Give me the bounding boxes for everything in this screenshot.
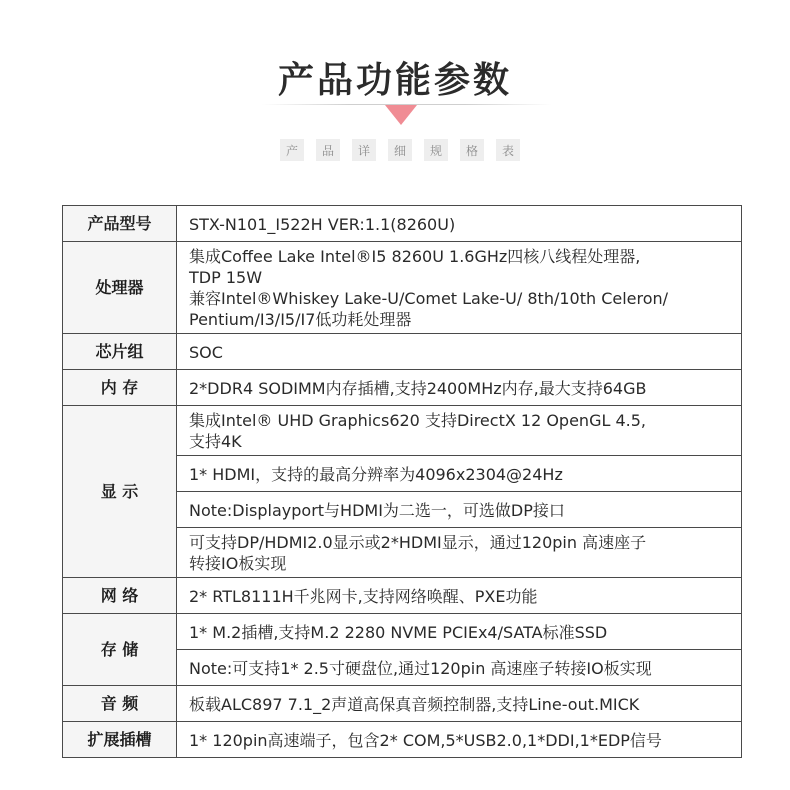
- page-title: 产品功能参数: [277, 60, 512, 101]
- spec-row: [63, 206, 742, 242]
- spec-row: [63, 370, 742, 406]
- spec-value-line: 可支持DP/HDMI2.0显示或2*HDMI显示，通过120pin 高速座子: [189, 533, 647, 552]
- spec-value-line: 1* HDMI，支持的最高分辨率为4096x2304@24Hz: [189, 464, 563, 484]
- spec-value-line: Note:Displayport与HDMI为二选一，可选做DP接口: [189, 500, 565, 520]
- spec-value-line: Pentium/I3/I5/I7低功耗处理器: [189, 310, 412, 329]
- spec-value: [177, 528, 742, 578]
- spec-row: [63, 578, 742, 614]
- spec-value-line: 兼容Intel®Whiskey Lake-U/Comet Lake-U/ 8th/10th Celeron/: [189, 289, 669, 308]
- spec-value-line: 转接IO板实现: [189, 554, 287, 573]
- spec-value: [177, 650, 742, 686]
- spec-value-line: 集成Intel® UHD Graphics620 支持DirectX 12 OpenGL 4.5,: [189, 411, 647, 430]
- spec-label: 产品型号: [63, 206, 177, 242]
- spec-value-line: SOC: [189, 342, 223, 362]
- spec-value: [177, 456, 742, 492]
- subtitle-char: 品: [316, 139, 340, 161]
- spec-label: 音 频: [63, 686, 177, 722]
- spec-label: 扩展插槽: [63, 722, 177, 758]
- spec-value: [177, 406, 742, 456]
- spec-value: [177, 614, 742, 650]
- spec-value: [177, 578, 742, 614]
- spec-value-line: Note:可支持1* 2.5寸硬盘位,通过120pin 高速座子转接IO板实现: [189, 658, 652, 678]
- spec-label: 存 储: [63, 614, 177, 686]
- spec-value-line: 1* 120pin高速端子，包含2* COM,5*USB2.0,1*DDI,1*EDP信号: [189, 730, 662, 750]
- spec-value-line: 1* M.2插槽,支持M.2 2280 NVME PCIEx4/SATA标准SSD: [189, 622, 608, 642]
- subtitle-char: 详: [352, 139, 376, 161]
- spec-row: [63, 686, 742, 722]
- spec-value-line: 支持4K: [189, 432, 242, 451]
- spec-value: [177, 722, 742, 758]
- spec-value: [177, 492, 742, 528]
- spec-label: 显 示: [63, 406, 177, 578]
- spec-value: [177, 242, 742, 334]
- spec-label: 网 络: [63, 578, 177, 614]
- subtitle-char: 细: [388, 139, 412, 161]
- spec-row: [63, 406, 742, 456]
- spec-value: [177, 334, 742, 370]
- subtitle-char: 产: [280, 139, 304, 161]
- spec-row: [63, 242, 742, 334]
- spec-row: [63, 614, 742, 650]
- spec-value-line: 板载ALC897 7.1_2声道高保真音频控制器,支持Line-out.MICK: [189, 694, 640, 714]
- spec-row: [63, 334, 742, 370]
- subtitle-char: 规: [424, 139, 448, 161]
- spec-value-line: TDP 15W: [189, 268, 263, 287]
- spec-value-line: 集成Coffee Lake Intel®I5 8260U 1.6GHz四核八线程处理器,: [189, 247, 641, 266]
- spec-value: [177, 686, 742, 722]
- spec-value-line: STX-N101_I522H VER:1.1(8260U): [189, 214, 456, 234]
- spec-value-line: 2*DDR4 SODIMM内存插槽,支持2400MHz内存,最大支持64GB: [189, 378, 647, 398]
- spec-label: 内 存: [63, 370, 177, 406]
- subtitle-char: 表: [496, 139, 520, 161]
- spec-value-line: 2* RTL8111H千兆网卡,支持网络唤醒、PXE功能: [189, 586, 538, 606]
- pink-triangle-marker: [385, 105, 417, 125]
- spec-label: 处理器: [63, 242, 177, 334]
- subtitle-row: [280, 139, 520, 161]
- subtitle-char: 格: [460, 139, 484, 161]
- spec-value: [177, 370, 742, 406]
- spec-table: [62, 205, 742, 758]
- spec-row: [63, 722, 742, 758]
- spec-label: 芯片组: [63, 334, 177, 370]
- spec-value: [177, 206, 742, 242]
